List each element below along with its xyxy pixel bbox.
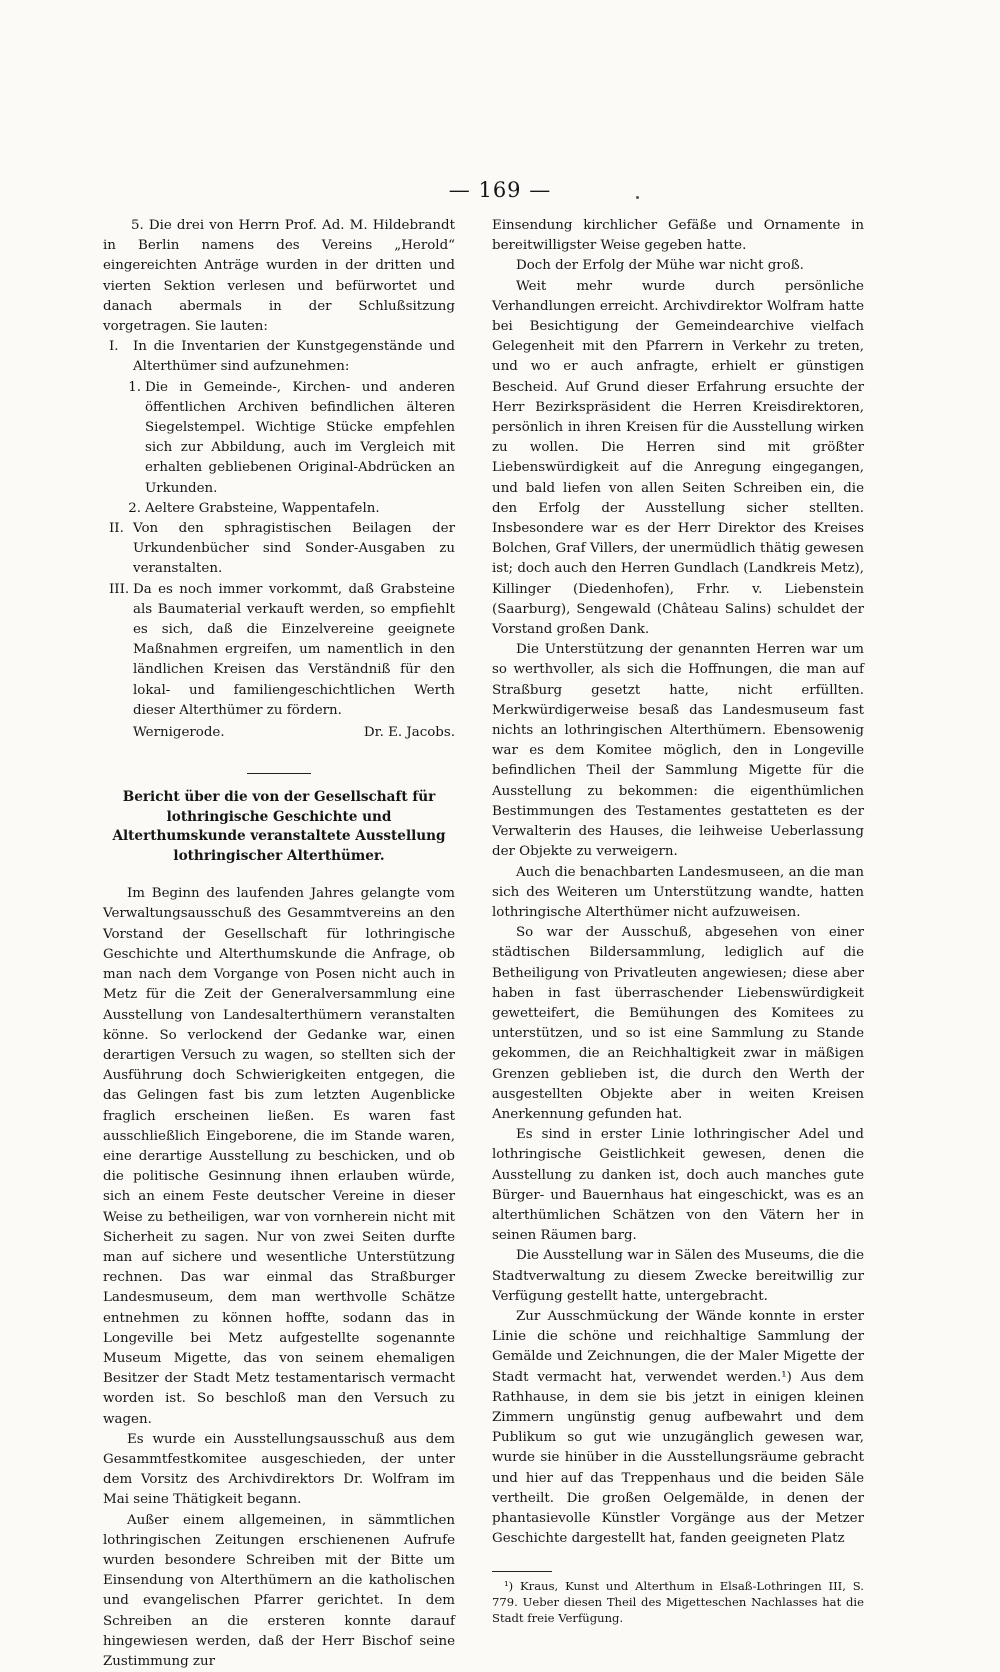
report-heading: Bericht über die von der Gesellschaft für lothringische Geschichte und Alterthumskunde veranstaltete Ausstellung lothringischer Alterthümer. bbox=[112, 789, 446, 864]
right-column bbox=[492, 216, 864, 1626]
right-paragraph-2: Weit mehr wurde durch persönliche Verhandlungen erreicht. Archivdirektor Wolfram hatte bei Besichtigung der Gemeindearchive vielfach Gelegenheit mit den Pfarrern in Verkehr zu treten, und wo er auch anfragte, erhielt er günstigen Bescheid. Auf Grund dieser Erfahrung ersuchte der Herr Bezirkspräsident die Herren Kreisdirektoren, persönlich in ihren Kreisen für die Ausstellung wirken zu wollen. Die Herren sind mit größter Liebenswürdigkeit auf die Anregung eingegangen, und bald liefen von allen Seiten Schreiben ein, die den Erfolg der Ausstellung sicher stellten. Insbesondere war es der Herr Direktor des Kreises Bolchen, Graf Villers, der unermüdlich thätig gewesen ist; doch auch den Herren Gundlach (Landkreis Metz), Killinger (Diedenhofen), Frhr. v. Liebenstein (Saarburg), Sengewald (Château Salins) schuldet der Vorstand großen Dank. bbox=[492, 278, 864, 638]
proposal-III bbox=[103, 580, 455, 721]
sub-2-text: Aeltere Grabsteine, Wappentafeln. bbox=[145, 500, 380, 516]
report-paragraph-1: Im Beginn des laufenden Jahres gelangte vom Verwaltungsausschuß des Gesammtvereins an den Vorstand der Gesellschaft für lothringische Geschichte und Alterthumskunde die Anfrage, ob man nach dem Vorgange von Posen nicht auch in Metz für die Zeit der Generalversammlung eine Ausstellung von Landesalterthümern veranstalten könne. So verlockend der Gedanke war, einen derartigen Versuch zu wagen, so stellten sich der Ausführung doch Schwierigkeiten entgegen, die das Gelingen fast bis zum letzten Augenblicke fraglich erscheinen ließen. Es waren fast ausschließlich Eingeborene, die im Stande waren, eine derartige Ausstellung zu beschicken, und ob die politische Gesinnung ihnen erlauben würde, sich an einem Feste deutscher Vereine in dieser Weise zu betheiligen, war von vornherein nicht mit Sicherheit zu sagen. Nur von zwei Seiten durfte man auf sichere und wesentliche Unterstützung rechnen. Das war einmal das Straßburger Landesmuseum, dem man werthvolle Schätze entnehmen zu können hoffte, sodann das in Longeville bei Metz aufgestellte sogenannte Museum Migette, das von seinem ehemaligen Besitzer der Stadt Metz testamentarisch vermacht worden ist. So beschloß man den Versuch zu wagen. bbox=[103, 886, 455, 1427]
sub-2-number: 2. bbox=[128, 500, 141, 516]
proposal-I-number: I. bbox=[109, 339, 119, 355]
proposal-II-number: II. bbox=[109, 521, 124, 537]
proposal-III-text: Da es noch immer vorkommt, daß Grabsteine als Baumaterial verkauft werden, so empfiehlt es sich, daß die Einzelvereine geeignete Maßnahmen ergreifen, um namentlich in den ländlichen Kreisen das Verständniß für den lokal- und familiengeschichtlichen Werth dieser Alterthümer zu fördern. bbox=[133, 581, 455, 718]
right-paragraph-0: Einsendung kirchlicher Gefäße und Ornamente in bereitwilligster Weise gegeben hatte. bbox=[492, 218, 864, 254]
proposal-I-sub-2 bbox=[103, 499, 455, 519]
signature-name: Dr. E. Jacobs. bbox=[363, 725, 455, 741]
signature-line bbox=[103, 723, 455, 743]
right-paragraph-5: So war der Ausschuß, abgesehen von einer städtischen Bildersammlung, lediglich auf die Betheiligung von Privatleuten angewiesen; diese aber haben in fast überraschender Liebenswürdigkeit gewetteifert, die Bemühungen des Komitees zu unterstützen, und so ist eine Sammlung zu Stande gekommen, die an Reichhaltigkeit zwar in mäßigen Grenzen geblieben ist, die durch den Werth der ausgestellten Objekte aber in weiten Kreisen Anerkennung gefunden hat. bbox=[492, 925, 864, 1122]
proposal-II bbox=[103, 519, 455, 580]
footnote: ¹) Kraus, Kunst und Alterthum in Elsaß-Lothringen III, S. 779. Ueber diesen Theil des Migetteschen Nachlasses hat die Stadt freie Verfügung. bbox=[492, 1579, 864, 1626]
report-paragraph-2: Es wurde ein Ausstellungsausschuß aus dem Gesammtfestkomitee ausgeschieden, der unter dem Vorsitz des Archivdirektors Dr. Wolfram im Mai seine Thätigkeit begann. bbox=[103, 1431, 455, 1508]
proposal-II-text: Von den sphragistischen Beilagen der Urkundenbücher sind Sonder-Ausgaben zu veranstalten. bbox=[133, 521, 455, 577]
right-paragraph-6: Es sind in erster Linie lothringischer Adel und lothringische Geistlichkeit gewesen, denen die Ausstellung zu danken ist, doch auch manches gute Bürger- und Bauernhaus hat eingeschickt, was es an alterthümlichen Schätzen von den Vätern her in seinen Räumen barg. bbox=[492, 1127, 864, 1244]
right-paragraph-1: Doch der Erfolg der Mühe war nicht groß. bbox=[516, 258, 804, 274]
sub-1-text: Die in Gemeinde-, Kirchen- und anderen öffentlichen Archiven befindlichen älteren Siegelstempel. Wichtige Stücke empfehlen sich zur Abbildung, auch im Vergleich mit erhalten gebliebenen Original-Abdrücken an Urkunden. bbox=[145, 379, 455, 496]
report-paragraph-3: Außer einem allgemeinen, in sämmtlichen lothringischen Zeitungen erschienenen Aufrufe wurden besondere Schreiben mit der Bitte um Einsendung von Alterthümern an die katholischen und evangelischen Pfarrer gerichtet. In dem Schreiben an die ersteren konnte darauf hingewiesen werden, daß der Herr Bischof seine Zustimmung zur bbox=[103, 1512, 455, 1669]
signature-place: Wernigerode. bbox=[133, 725, 225, 741]
item-5-paragraph: 5. Die drei von Herrn Prof. Ad. M. Hildebrandt in Berlin namens des Vereins „Herold“ eingereichten Anträge wurden in der dritten und vierten Sektion verlesen und befürwortet und danach abermals in der Schlußsitzung vorgetragen. Sie lauten: bbox=[103, 218, 455, 335]
left-column bbox=[103, 216, 455, 1672]
proposal-I-sub-1 bbox=[103, 378, 455, 499]
section-divider bbox=[247, 773, 311, 774]
right-paragraph-4: Auch die benachbarten Landesmuseen, an die man sich des Weiteren um Unterstützung wandte, hatten lothringische Alterthümer nicht aufzuweisen. bbox=[492, 864, 864, 920]
print-speck bbox=[636, 196, 639, 199]
right-paragraph-3: Die Unterstützung der genannten Herren war um so werthvoller, als sich die Hoffnungen, die man auf Straßburg gesetzt hatte, nicht erfüllten. Merkwürdigerweise besaß das Landesmuseum fast nichts an lothringischen Alterthümern. Ebensowenig war es dem Komitee möglich, den in Longeville befindlichen Theil der Sammlung Migette für die Ausstellung zu bekommen: die eigenthümlichen Bestimmungen des Testamentes gestatteten es der Verwalterin des Hauses, die leihweise Ueberlassung der Objekte zu verweigern. bbox=[492, 642, 864, 860]
footnote-divider bbox=[492, 1571, 552, 1572]
sub-1-number: 1. bbox=[128, 379, 141, 395]
proposal-I-text: In die Inventarien der Kunstgegenstände und Alterthümer sind aufzunehmen: bbox=[133, 339, 455, 375]
page-number: — 169 — bbox=[448, 178, 552, 202]
right-paragraph-7: Die Ausstellung war in Sälen des Museums, die die Stadtverwaltung zu diesem Zwecke bereitwillig zur Verfügung gestellt hatte, untergebracht. bbox=[492, 1248, 864, 1304]
proposal-I bbox=[103, 337, 455, 377]
proposal-III-number: III. bbox=[109, 581, 130, 597]
right-paragraph-8: Zur Ausschmückung der Wände konnte in erster Linie die schöne und reichhaltige Sammlung der Gemälde und Zeichnungen, die der Maler Migette der Stadt vermacht hat, verwendet werden.¹) Aus dem Rathhause, in dem sie bis jetzt in einigen kleinen Zimmern ungünstig genug aufbewahrt und dem Publikum so gut wie unzugänglich gewesen war, wurde sie hinüber in die Ausstellungsräume gebracht und hier auf das Treppenhaus und die beiden Säle vertheilt. Die großen Oelgemälde, in denen der phantasievolle Künstler Vorgänge aus der Metzer Geschichte dargestellt hat, fanden geeigneten Platz bbox=[492, 1308, 864, 1547]
